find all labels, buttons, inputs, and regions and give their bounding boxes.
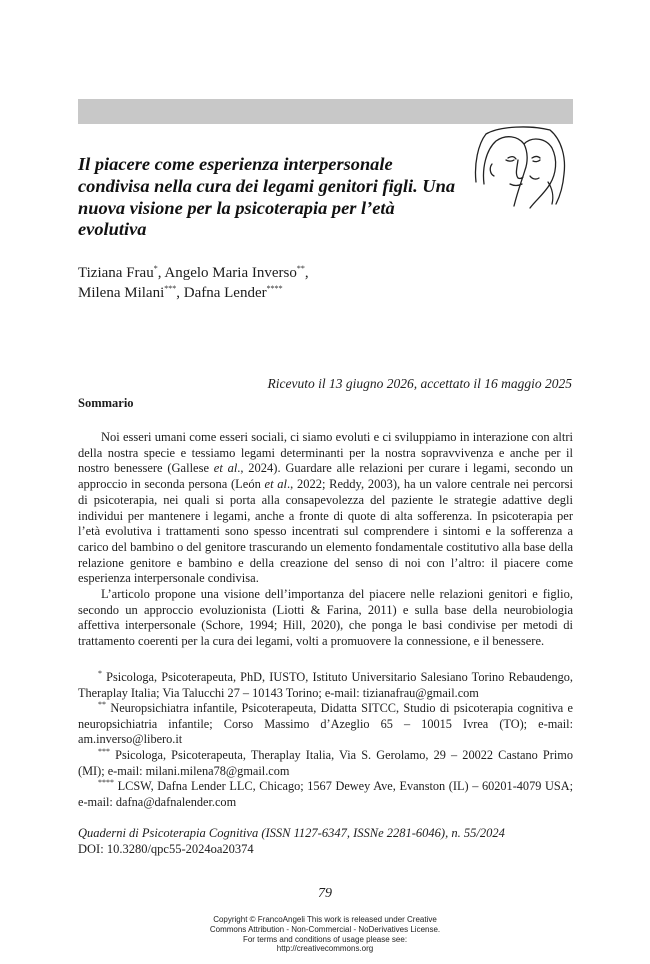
copyright-line: For terms and conditions of usage please see: bbox=[242, 934, 408, 944]
article-title: Il piacere come esperienza interpersonale condivisa nella cura dei legami genitori figli. Una nuova visione per la psicoterapia per l’età evolutiva bbox=[78, 154, 456, 240]
doi: DOI: 10.3280/qpc55-2024oa20374 bbox=[78, 841, 254, 856]
author-footnote-mark: **** bbox=[266, 283, 283, 293]
author-name: Dafna Lender bbox=[183, 284, 267, 301]
footnote-mark: **** bbox=[98, 778, 114, 788]
author-list: Tiziana Frau*, Angelo Maria Inverso**, Milena Milani***, Dafna Lender**** bbox=[78, 264, 309, 301]
abstract bbox=[78, 430, 573, 650]
abstract-paragraph: Noi esseri umani come esseri sociali, ci siamo evoluti e ci sviluppiamo in interazione con altri della nostra specie e tessiamo legami determinanti per la nostra sopravvivenza e anche per il nostro benessere (Gallese et al., 2024). Guardare alle relazioni per curare i legami, secondo un approccio in seconda persona (León et al., 2022; Reddy, 2003), ha un valore centrale nei percorsi di psicoterapia, nei quali si porta alla consapevolezza del paziente le strategie adattive degli individui per mantenere i legami, anche a fronte di quote di alta sofferenza. In psicoterapia per l’età evolutiva i trattamenti sono spesso incentrati sul comprendere i sintomi e la sofferenza a carico del bambino o del genitore trascurando un elemento fondamentale costitutivo alla base della relazione genitore e bambino e della creazione del senso di noi con l’altro: il piacere come esperienza interpersonale condivisa. bbox=[78, 430, 573, 586]
header-bar bbox=[78, 99, 573, 124]
journal-info bbox=[78, 826, 573, 857]
author-footnote-mark: ** bbox=[296, 264, 305, 273]
author-footnote-mark: * bbox=[153, 264, 158, 273]
footnotes bbox=[78, 670, 573, 810]
copyright-line: Commons Attribution - Non-Commercial - NoDerivatives License. bbox=[209, 924, 441, 934]
abstract-paragraph: L’articolo propone una visione dell’importanza del piacere nelle relazioni genitori e figlio, secondo un approccio evoluzionista (Liotti & Farina, 2011) e sulla base della neurobiologia affettiva interpersonale (Schore, 1994; Hill, 2020), che ponga le basi condivise per metodi di trattamento coerenti per la cura dei legami, volti a promuovere la connessione, e il benessere. bbox=[78, 587, 573, 649]
author-name: Milena Milani bbox=[78, 284, 165, 301]
footnote: ** Neuropsichiatra infantile, Psicoterapeuta, Didatta SITCC, Studio di psicoterapia cognitiva e neuropsichiatria infantile; Corso Massimo d’Azeglio 65 – 10015 Ivrea (TO); e-mail: am.inverso@libero.it bbox=[78, 700, 573, 747]
copyright-line: Copyright © FrancoAngeli This work is released under Creative bbox=[213, 915, 437, 924]
footnote-mark: ** bbox=[98, 700, 106, 710]
summary-heading: Sommario bbox=[78, 396, 134, 410]
two-faces-logo-icon bbox=[470, 124, 570, 210]
footnote: *** Psicologa, Psicoterapeuta, Theraplay Italia, Via S. Gerolamo, 29 – 20022 Castano Primo (MI); e-mail: milani.milena78@gmail.com bbox=[78, 746, 573, 778]
copyright-link[interactable]: http://creativecommons.org bbox=[276, 944, 374, 954]
page-number: 79 bbox=[318, 886, 332, 901]
footnote: * Psicologa, Psicoterapeuta, PhD, IUSTO, Istituto Universitario Salesiano Torino Rebaudengo, Theraplay Italia; Via Talucchi 27 – 10143 Torino; e-mail: tizianafrau@gmail.com bbox=[78, 668, 573, 700]
copyright-notice bbox=[0, 915, 650, 954]
author-name: Angelo Maria Inverso bbox=[164, 265, 297, 281]
footnote-mark: * bbox=[98, 668, 102, 678]
received-date: Ricevuto il 13 giugno 2026, accettato il 16 maggio 2025 bbox=[267, 376, 572, 391]
footnote: **** LCSW, Dafna Lender LLC, Chicago; 1567 Dewey Ave, Evanston (IL) – 60201-4079 USA; e-mail: dafna@dafnalender.com bbox=[78, 778, 573, 809]
author-name: Tiziana Frau bbox=[78, 265, 154, 281]
footnote-mark: *** bbox=[98, 746, 110, 756]
journal-citation: Quaderni di Psicoterapia Cognitiva (ISSN 1127-6347, ISSNe 2281-6046), n. 55/2024 bbox=[78, 826, 505, 840]
author-footnote-mark: *** bbox=[164, 283, 177, 293]
